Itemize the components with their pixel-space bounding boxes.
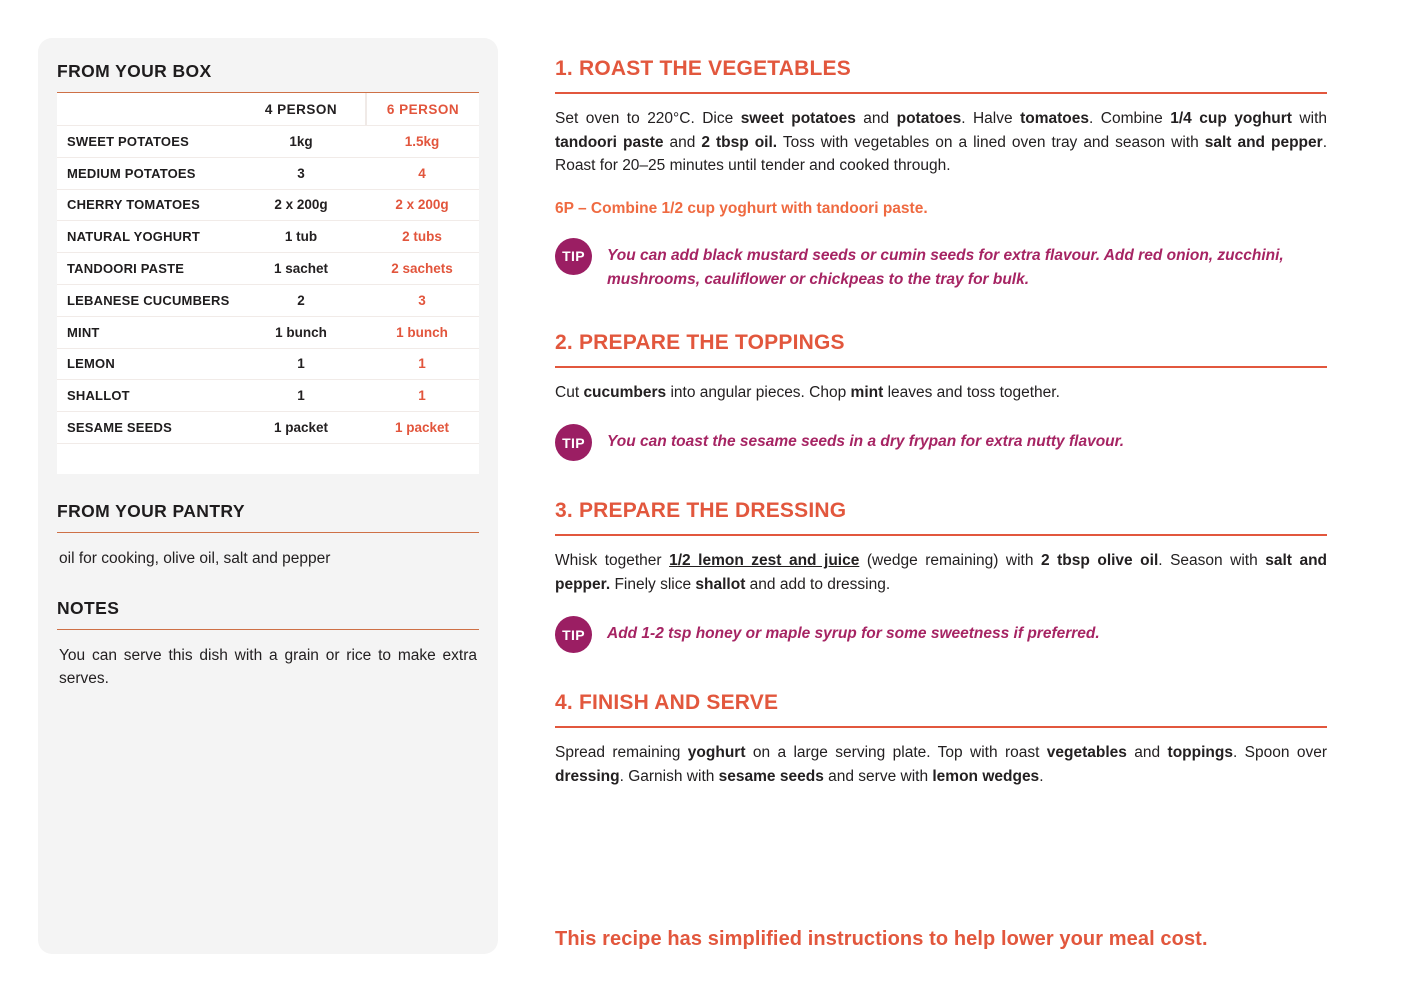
pantry-text: oil for cooking, olive oil, salt and pepper — [59, 549, 331, 567]
qty-4-person: 2 x 200g — [274, 197, 328, 213]
table-row — [57, 380, 479, 412]
qty-4-person: 1 packet — [273, 420, 329, 436]
table-row — [57, 317, 479, 349]
col-header-6-person: 6 PERSON — [365, 93, 479, 125]
qty-4-person: 1 bunch — [275, 324, 327, 340]
ingredient-name: MEDIUM POTATOES — [67, 165, 196, 181]
qty-6-person: 1.5kg — [404, 133, 440, 149]
table-row — [57, 126, 479, 158]
step-title: 2. PREPARE THE TOPPINGS — [555, 331, 1327, 368]
tip-text: You can toast the sesame seeds in a dry frypan for extra nutty flavour. — [607, 433, 1125, 450]
ingredient-name: SWEET POTATOES — [67, 133, 189, 149]
qty-6-person: 1 — [418, 356, 426, 372]
tip-badge: TIP — [555, 424, 592, 461]
tip-block — [555, 238, 1327, 293]
qty-6-person: 4 — [418, 165, 426, 181]
qty-4-person: 3 — [297, 165, 305, 181]
table-row — [57, 285, 479, 317]
qty-6-person: 1 bunch — [396, 324, 448, 340]
step-title: 3. PREPARE THE DRESSING — [555, 499, 1327, 536]
notes-title-rule — [57, 629, 479, 630]
step-body: Whisk together 1/2 lemon zest and juice (wedge remaining) with 2 tbsp olive oil. Season with salt and pepper. Finely slice shallot and add to dressing. — [555, 552, 1328, 593]
step-1 — [555, 57, 1327, 293]
col-header-4-person: 4 PERSON — [264, 101, 338, 117]
table-row — [57, 221, 479, 253]
qty-4-person: 1 — [297, 356, 305, 372]
table-row — [57, 158, 479, 190]
table-row — [57, 253, 479, 285]
qty-6-person: 2 sachets — [391, 261, 453, 277]
qty-4-person: 1 sachet — [273, 261, 329, 277]
ingredient-name: CHERRY TOMATOES — [67, 197, 201, 213]
tip-badge: TIP — [555, 616, 592, 653]
qty-4-person: 1 tub — [284, 229, 318, 245]
box-section-title: FROM YOUR BOX — [57, 61, 212, 81]
ingredients-sidebar — [38, 38, 498, 954]
ingredients-table — [57, 93, 479, 474]
qty-6-person: 3 — [418, 292, 426, 308]
step-4 — [555, 691, 1327, 788]
tip-block — [555, 424, 1327, 461]
step-body: Set oven to 220°C. Dice sweet potatoes and potatoes. Halve tomatoes. Combine 1/4 cup yoghurt with tandoori paste and 2 tbsp oil. Toss with vegetables on a lined oven tray and season with salt and pepper. Roast for 20–25 minutes until tender and cooked through. — [555, 110, 1327, 174]
ingredient-name: LEMON — [67, 356, 115, 372]
qty-6-person: 1 — [418, 388, 426, 404]
table-row — [57, 190, 479, 222]
step-title: 4. FINISH AND SERVE — [555, 691, 1327, 728]
table-row — [57, 349, 479, 381]
step-2 — [555, 331, 1327, 462]
ingredient-name: SHALLOT — [67, 388, 130, 404]
step-3 — [555, 499, 1327, 653]
ingredient-name: NATURAL YOGHURT — [67, 229, 200, 245]
qty-4-person: 1kg — [289, 133, 313, 149]
ingredient-name: MINT — [67, 324, 100, 340]
pantry-title-rule — [57, 532, 479, 533]
footer-note: This recipe has simplified instructions to help lower your meal cost. — [555, 928, 1208, 950]
tip-block — [555, 616, 1327, 653]
qty-6-person: 1 packet — [394, 420, 450, 436]
qty-6-person: 2 tubs — [402, 229, 442, 245]
ingredient-name: TANDOORI PASTE — [67, 261, 185, 277]
six-person-note: 6P – Combine 1/2 cup yoghurt with tandoori paste. — [555, 199, 928, 217]
table-row — [57, 412, 479, 444]
ingredient-name: SESAME SEEDS — [67, 420, 172, 436]
table-header-row — [57, 93, 479, 126]
tip-text: You can add black mustard seeds or cumin seeds for extra flavour. Add red onion, zucchini, mushrooms, cauliflower or chickpeas to the tray for bulk. — [607, 246, 1284, 288]
step-body: Spread remaining yoghurt on a large serving plate. Top with roast vegetables and toppings. Spoon over dressing. Garnish with sesame seeds and serve with lemon wedges. — [555, 744, 1327, 785]
qty-4-person: 1 — [297, 388, 305, 404]
step-body: Cut cucumbers into angular pieces. Chop mint leaves and toss together. — [555, 383, 1060, 401]
instructions-column — [555, 57, 1327, 788]
pantry-section-title: FROM YOUR PANTRY — [57, 500, 245, 521]
qty-4-person: 2 — [297, 292, 305, 308]
qty-6-person: 2 x 200g — [395, 197, 449, 213]
tip-text: Add 1-2 tsp honey or maple syrup for some sweetness if preferred. — [607, 625, 1100, 642]
ingredient-name: LEBANESE CUCUMBERS — [67, 292, 230, 308]
tip-badge: TIP — [555, 238, 592, 275]
step-title: 1. ROAST THE VEGETABLES — [555, 57, 1327, 94]
notes-section-title: NOTES — [57, 597, 120, 618]
notes-text: You can serve this dish with a grain or rice to make extra serves. — [59, 646, 477, 687]
